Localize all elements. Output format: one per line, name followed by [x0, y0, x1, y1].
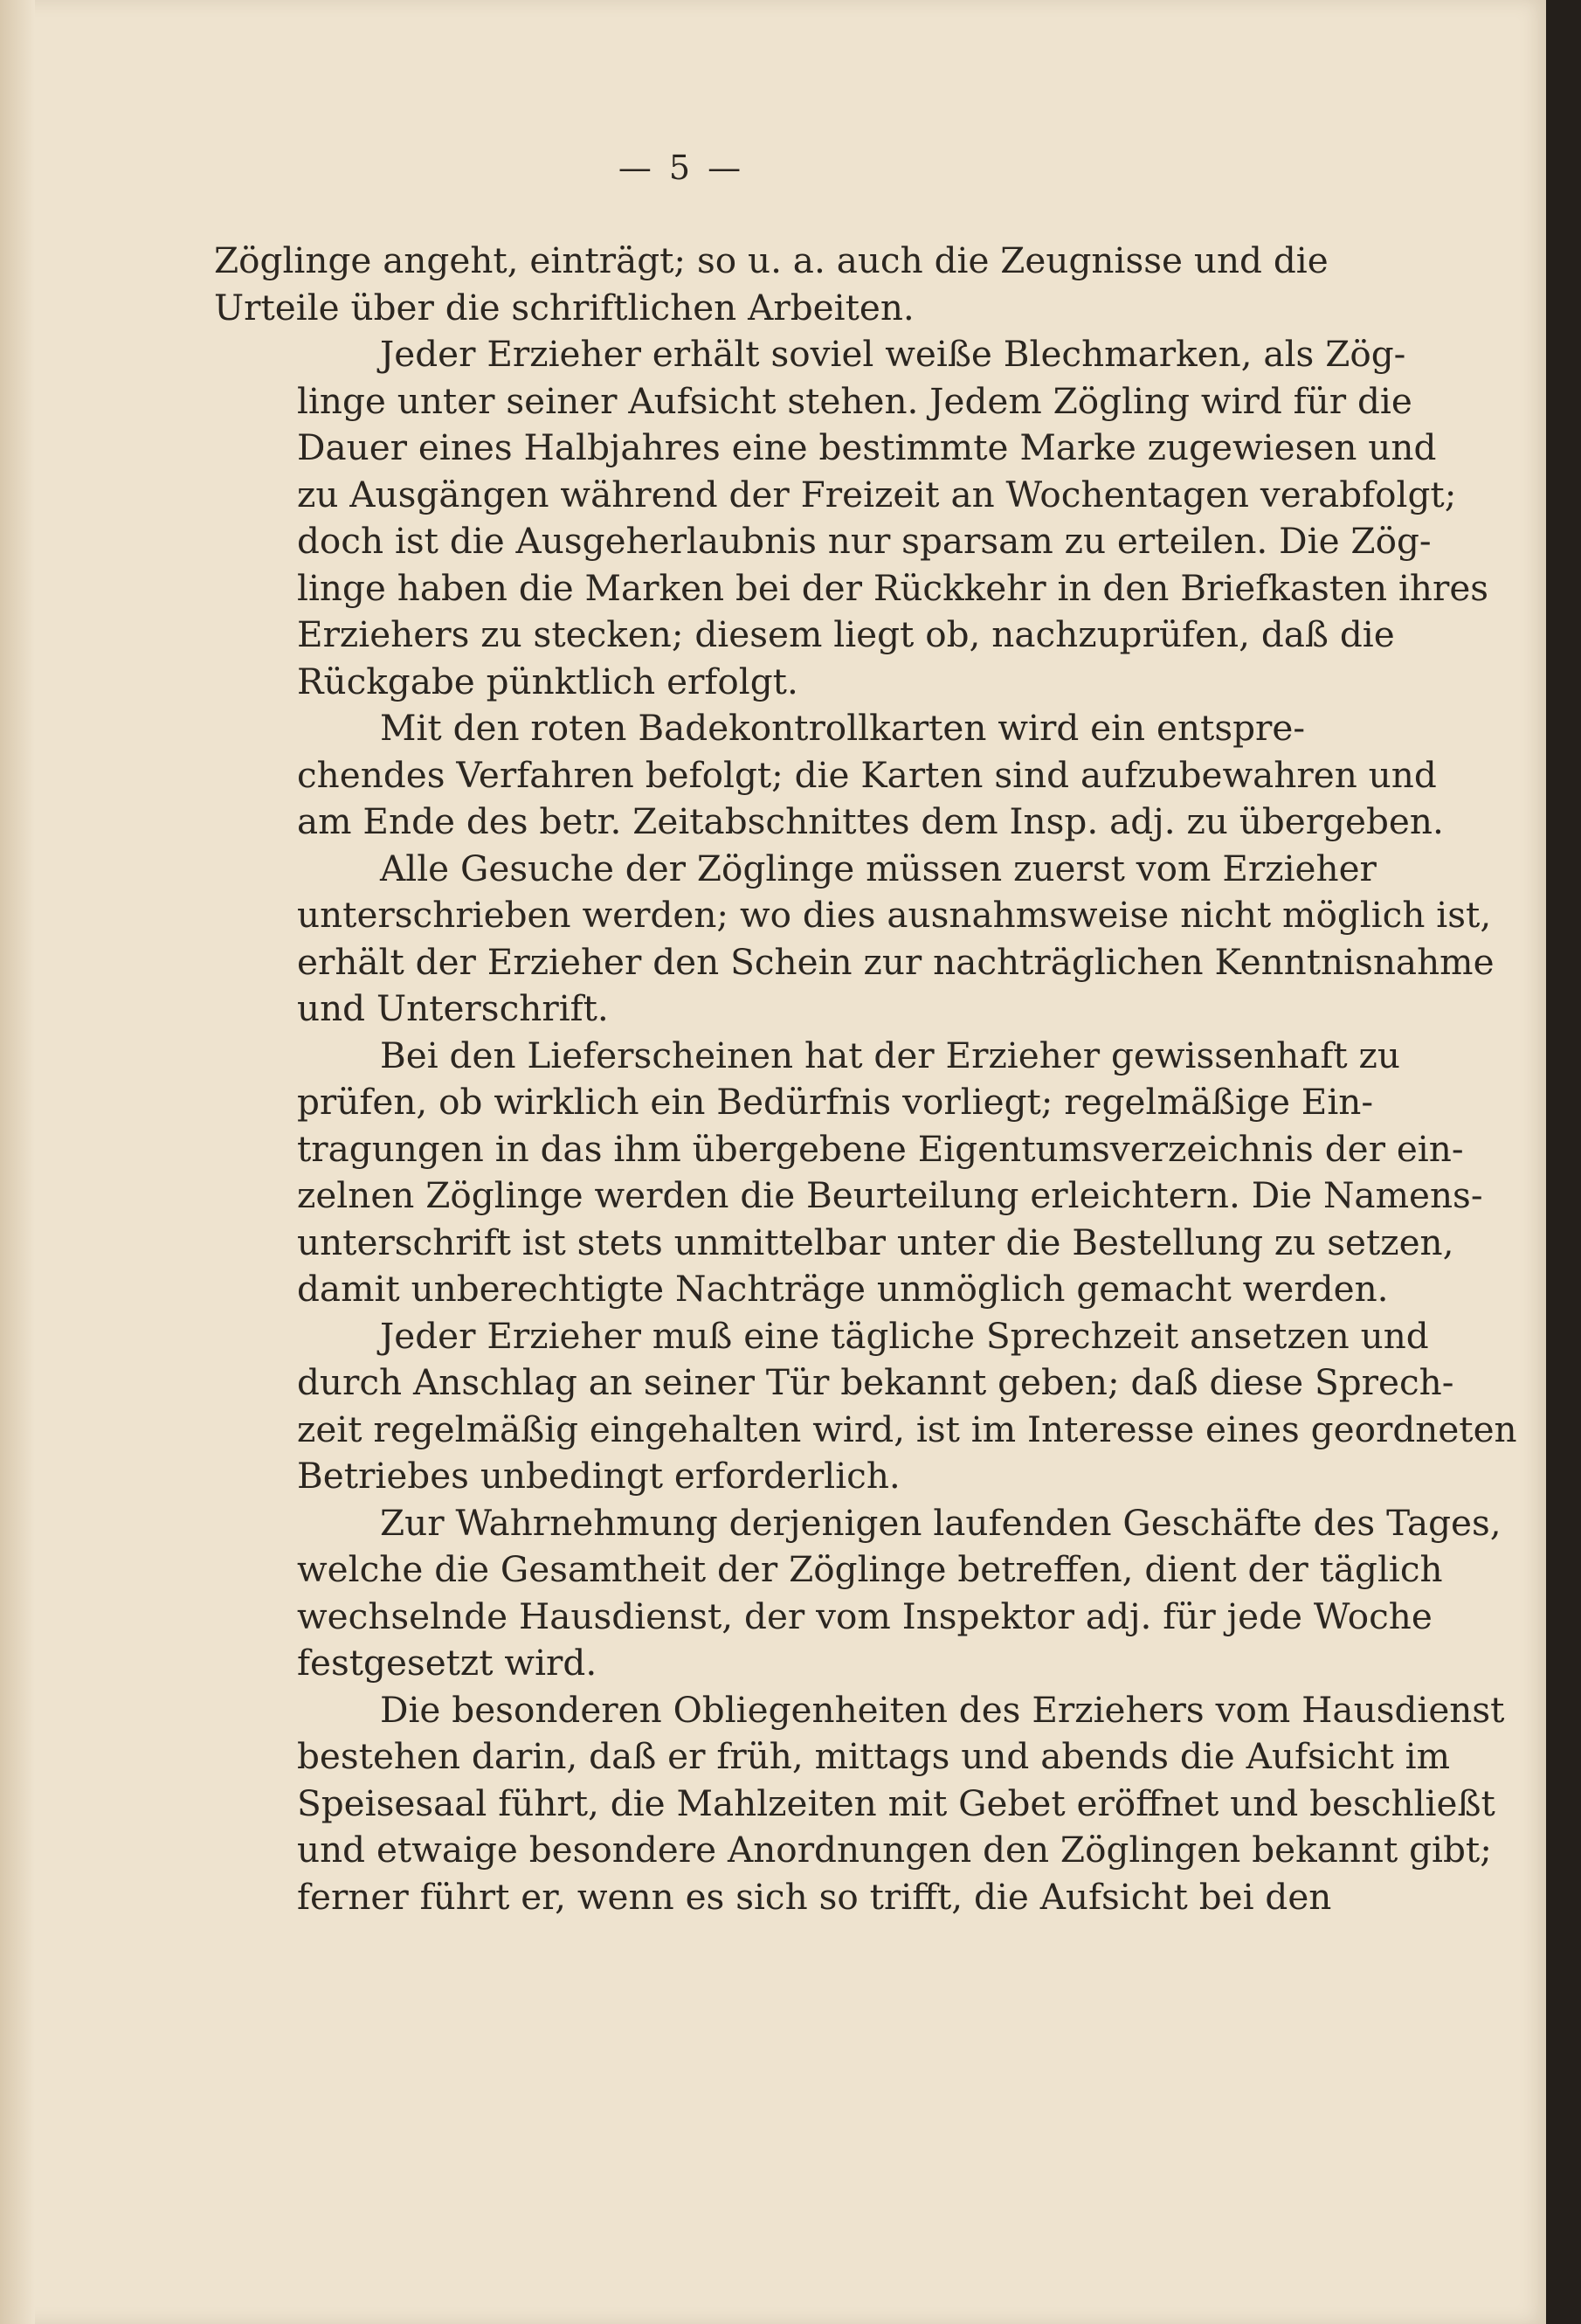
paragraph	[214, 1687, 1505, 1921]
text-line: Jeder Erzieher muß eine tägliche Sprechzeit ansetzen und	[380, 1314, 1429, 1357]
text-line: Alle Gesuche der Zöglinge müssen zuerst vom Erzieher	[380, 847, 1377, 889]
text-line: erhält der Erzieher den Schein zur nachträglichen Kenntnisnahme	[297, 940, 1495, 983]
text-line: unterschrieben werden; wo dies ausnahmsweise nicht möglich ist,	[297, 894, 1492, 936]
paragraph	[214, 238, 1329, 331]
text-line: linge haben die Marken bei der Rückkehr in den Briefkasten ihres	[297, 566, 1489, 609]
text-line: ferner führt er, wenn es sich so trifft, die Aufsicht bei den	[297, 1875, 1332, 1918]
text-line: durch Anschlag an seiner Tür bekannt geben; daß diese Sprech-	[297, 1361, 1454, 1403]
paragraph	[214, 331, 1489, 705]
text-line: zu Ausgängen während der Freizeit an Wochentagen verabfolgt;	[297, 473, 1457, 515]
text-line: Erziehers zu stecken; diesem liegt ob, nachzuprüfen, daß die	[297, 613, 1395, 655]
text-line: chendes Verfahren befolgt; die Karten sind aufzubewahren und	[297, 753, 1437, 796]
text-line: wechselnde Hausdienst, der vom Inspektor adj. für jede Woche	[297, 1594, 1433, 1637]
paragraph	[214, 1033, 1483, 1313]
text-line: festgesetzt wird.	[297, 1642, 597, 1684]
page-gutter-shadow	[0, 0, 35, 2324]
text-line: prüfen, ob wirklich ein Bedürfnis vorliegt; regelmäßige Ein-	[297, 1081, 1374, 1123]
text-line: und etwaige besondere Anordnungen den Zöglingen bekannt gibt;	[297, 1829, 1492, 1871]
text-line: tragungen in das ihm übergebene Eigentumsverzeichnis der ein-	[297, 1127, 1464, 1170]
text-line: zeit regelmäßig eingehalten wird, ist im Interesse eines geordneten	[297, 1408, 1517, 1450]
text-line: Zur Wahrnehmung derjenigen laufenden Geschäfte des Tages,	[380, 1501, 1502, 1544]
text-line: damit unberechtigte Nachträge unmöglich gemacht werden.	[297, 1268, 1389, 1310]
text-line: Dauer eines Halbjahres eine bestimmte Marke zugewiesen und	[297, 426, 1437, 468]
body-text	[214, 238, 1517, 1920]
text-line: linge unter seiner Aufsicht stehen. Jedem Zögling wird für die	[297, 379, 1412, 422]
paragraph	[214, 846, 1495, 1033]
text-line: zelnen Zöglinge werden die Beurteilung erleichtern. Die Namens-	[297, 1174, 1483, 1216]
text-line: am Ende des betr. Zeitabschnittes dem Insp. adj. zu übergeben.	[297, 800, 1444, 842]
text-line: bestehen darin, daß er früh, mittags und abends die Aufsicht im	[297, 1735, 1450, 1777]
paragraph	[214, 705, 1444, 846]
text-line: Die besonderen Obliegenheiten des Erziehers vom Hausdienst	[380, 1688, 1505, 1731]
text-line: Bei den Lieferscheinen hat der Erzieher gewissenhaft zu	[380, 1034, 1400, 1076]
text-line: Betriebes unbedingt erforderlich.	[297, 1455, 901, 1497]
text-line: welche die Gesamtheit der Zöglinge betreffen, dient der täglich	[297, 1548, 1443, 1590]
paragraph	[214, 1500, 1502, 1687]
page-number: — 5 —	[618, 149, 745, 187]
paragraph	[214, 1313, 1517, 1500]
text-line: Rückgabe pünktlich erfolgt.	[297, 660, 798, 702]
text-line: Mit den roten Badekontrollkarten wird ein entspre-	[380, 707, 1306, 749]
text-line: Urteile über die schriftlichen Arbeiten.	[214, 286, 915, 329]
text-line: Jeder Erzieher erhält soviel weiße Blechmarken, als Zög-	[380, 333, 1406, 375]
text-line: Speisesaal führt, die Mahlzeiten mit Gebet eröffnet und beschließt	[297, 1781, 1495, 1824]
text-line: doch ist die Ausgeherlaubnis nur sparsam zu erteilen. Die Zög-	[297, 520, 1432, 562]
text-line: und Unterschrift.	[297, 987, 609, 1029]
text-line: Zöglinge angeht, einträgt; so u. a. auch die Zeugnisse und die	[214, 239, 1329, 281]
text-line: unterschrift ist stets unmittelbar unter die Bestellung zu setzen,	[297, 1221, 1454, 1263]
